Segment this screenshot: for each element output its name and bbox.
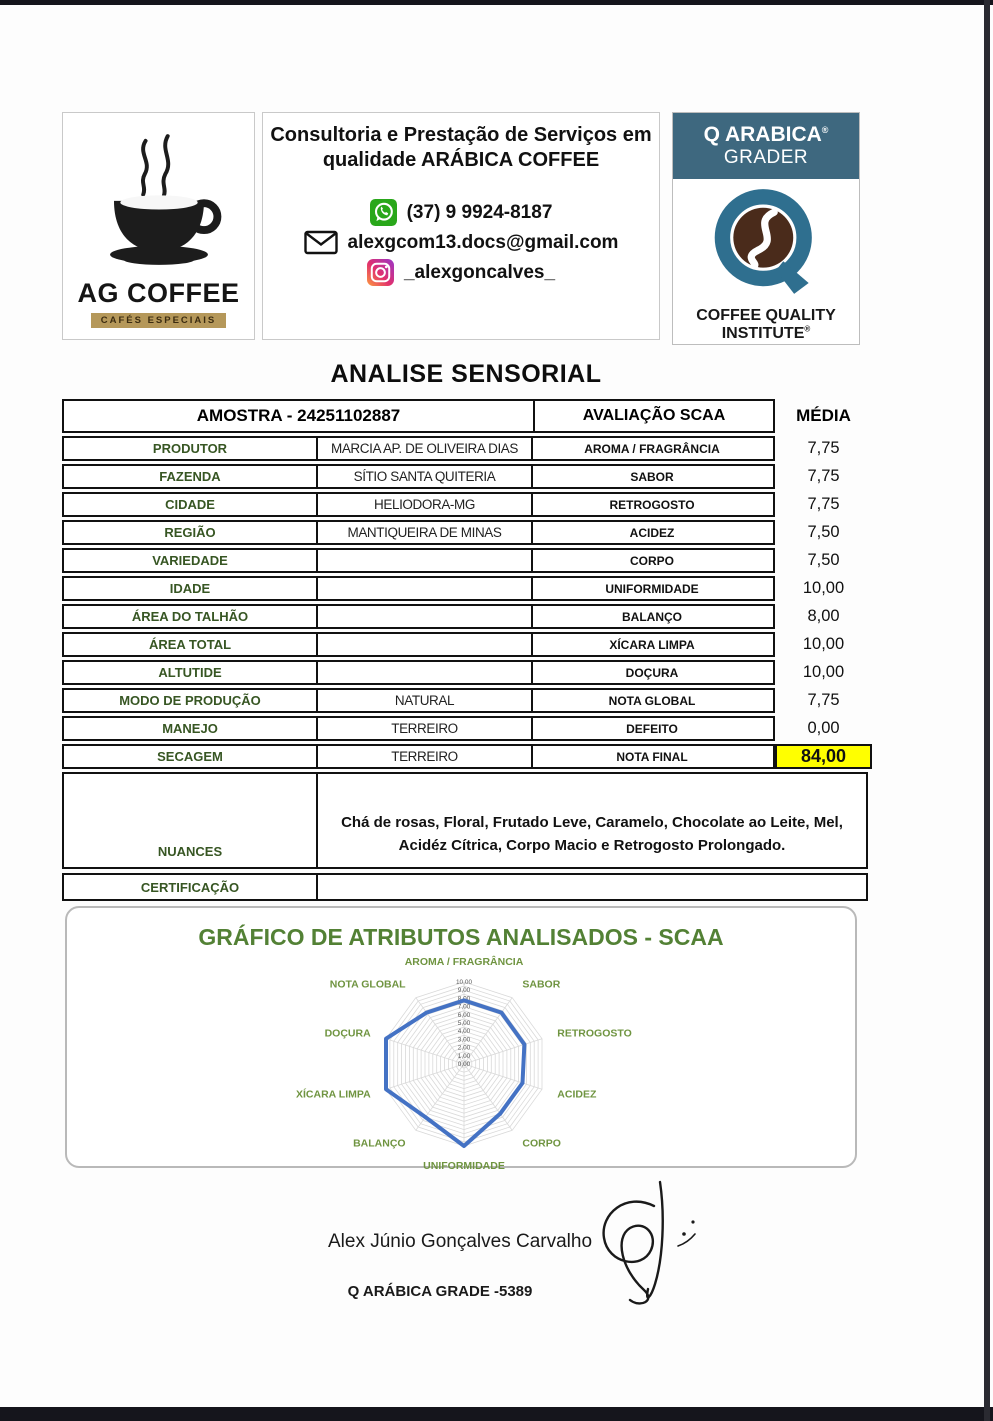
score-value: 0,00: [807, 719, 840, 737]
table-row: [62, 464, 872, 489]
table-row: [62, 548, 872, 573]
attributes-chart-box: [65, 906, 857, 1172]
field-label: ALTUTIDE: [64, 662, 318, 683]
attribute-label: DOÇURA: [625, 665, 679, 680]
field-label: PRODUTOR: [64, 438, 318, 459]
sensory-table: [62, 399, 872, 905]
table-row-box: [62, 688, 775, 713]
phone-line: [370, 199, 553, 226]
field-label: MANEJO: [64, 718, 318, 739]
radar-tick-label: 10,00: [456, 979, 472, 986]
coffee-cup-logo-icon: [84, 121, 234, 276]
table-row-box: [62, 576, 775, 601]
field-value: [318, 606, 533, 627]
table-row-box: [62, 520, 775, 545]
nuances-label: NUANCES: [62, 772, 318, 869]
score-value: 7,75: [807, 495, 840, 513]
attribute-label: NOTA GLOBAL: [608, 693, 696, 708]
radar-axis-label: NOTA GLOBAL: [329, 978, 406, 991]
certification-value: [316, 873, 868, 901]
radar-tick-label: 6,00: [457, 1011, 471, 1019]
score-value: 7,50: [807, 523, 840, 541]
radar-axis-label: SABOR: [522, 978, 561, 991]
table-row-box: [62, 464, 775, 489]
attribute-label: ACIDEZ: [629, 525, 675, 540]
table-row: [62, 744, 872, 769]
radar-tick-label: 7,00: [457, 1003, 471, 1011]
badge-header-band: [673, 113, 859, 179]
institute-registered-mark: ®: [804, 324, 811, 334]
radar-tick-label: 2,00: [457, 1044, 471, 1052]
radar-tick-label: 3,00: [457, 1036, 471, 1044]
radar-axis-label: DOÇURA: [324, 1027, 371, 1040]
nuances-row: [62, 772, 872, 869]
field-value: TERREIRO: [318, 746, 533, 767]
nuances-text: Chá de rosas, Floral, Frutado Leve, Caramelo, Chocolate ao Leite, Mel, Acidéz Cítrica, Corpo Macio e Retrogosto Prolongado.: [316, 772, 868, 869]
radar-tick-label: 5,00: [457, 1020, 471, 1027]
score-value: 10,00: [802, 663, 845, 681]
field-value: HELIODORA-MG: [318, 494, 533, 515]
table-row-box: [62, 632, 775, 657]
field-label: ÁREA TOTAL: [64, 634, 318, 655]
table-row-box: [62, 548, 775, 573]
radar-tick-label: 9,00: [457, 987, 471, 995]
table-header-box: [62, 399, 775, 433]
signature-scribble: [592, 1178, 702, 1308]
field-value: [318, 578, 533, 599]
q-grader-badge: [672, 112, 860, 345]
consultancy-info-box: [262, 112, 660, 340]
field-label: IDADE: [64, 578, 318, 599]
field-label: CIDADE: [64, 494, 318, 515]
field-label: FAZENDA: [64, 466, 318, 487]
field-value: [318, 662, 533, 683]
field-value: [318, 634, 533, 655]
radar-chart-svg: [289, 952, 639, 1182]
table-row: [62, 492, 872, 517]
grader-name: Alex Júnio Gonçalves Carvalho: [327, 1231, 593, 1252]
table-row: [62, 520, 872, 545]
whatsapp-icon: [370, 199, 397, 226]
badge-title: Q ARABICA: [703, 123, 822, 146]
table-row: [62, 716, 872, 741]
company-logo-box: [62, 112, 255, 340]
instagram-icon: [367, 259, 394, 286]
media-column-header: MÉDIA: [796, 406, 851, 425]
table-row-box: [62, 604, 775, 629]
brand-name: AG COFFEE: [77, 278, 240, 308]
attribute-label: SABOR: [630, 469, 674, 484]
table-row: [62, 436, 872, 461]
attribute-label: XÍCARA LIMPA: [609, 637, 695, 652]
page-title: ANALISE SENSORIAL: [330, 360, 602, 388]
attribute-label: AROMA / FRAGRÂNCIA: [584, 441, 720, 456]
score-value: 84,00: [775, 744, 872, 769]
radar-axis-label: RETROGOSTO: [557, 1027, 632, 1040]
consultancy-title: Consultoria e Prestação de Serviços em qualidade ARÁBICA COFFEE: [270, 124, 652, 171]
table-row: [62, 604, 872, 629]
score-value: 7,75: [807, 439, 840, 457]
scan-edge-top: [0, 0, 993, 5]
table-row-box: [62, 492, 775, 517]
instagram-line: [367, 259, 555, 286]
table-rows: [62, 436, 872, 769]
radar-data-series: [386, 1000, 524, 1146]
table-row-box: [62, 660, 775, 685]
email-address: alexgcom13.docs@gmail.com: [347, 231, 619, 253]
institute-name: [696, 307, 836, 342]
attribute-label: CORPO: [629, 553, 674, 568]
brand-tagline: CAFÉS ESPECIAIS: [91, 313, 227, 328]
badge-subtitle: GRADER: [723, 147, 809, 169]
institute-line1: COFFEE QUALITY: [696, 307, 836, 324]
radar-tick-label: 4,00: [457, 1028, 471, 1036]
field-value: MARCIA AP. DE OLIVEIRA DIAS: [318, 438, 533, 459]
scan-edge-right: [984, 0, 990, 1421]
score-value: 10,00: [802, 635, 845, 653]
radar-tick-label: 8,00: [457, 995, 471, 1003]
attribute-label: BALANÇO: [622, 609, 682, 624]
score-value: 10,00: [802, 579, 845, 597]
scaa-evaluation-header: AVALIAÇÃO SCAA: [582, 407, 726, 424]
radar-axis-label: XÍCARA LIMPA: [296, 1088, 371, 1101]
attribute-label: DEFEITO: [626, 721, 678, 736]
radar-tick-label: 0,00: [457, 1061, 471, 1068]
radar-axis-label: AROMA / FRAGRÂNCIA: [404, 956, 524, 968]
field-label: VARIEDADE: [64, 550, 318, 571]
field-value: MANTIQUEIRA DE MINAS: [318, 522, 533, 543]
envelope-icon: [304, 230, 338, 255]
sample-id-header: AMOSTRA - 24251102887: [64, 401, 535, 431]
table-row: [62, 688, 872, 713]
field-label: MODO DE PRODUÇÃO: [64, 690, 318, 711]
field-label: SECAGEM: [64, 746, 318, 767]
radar-chart: [289, 952, 639, 1182]
field-value: TERREIRO: [318, 718, 533, 739]
radar-axis-label: UNIFORMIDADE: [423, 1160, 505, 1172]
radar-axis-label: CORPO: [522, 1137, 561, 1150]
table-row-box: [62, 436, 775, 461]
grader-credential: Q ARÁBICA GRADE -5389: [347, 1283, 533, 1300]
score-value: 7,50: [807, 551, 840, 569]
phone-number: (37) 9 9924-8187: [406, 201, 553, 223]
badge-registered-mark: ®: [821, 125, 829, 135]
radar-axis-label: ACIDEZ: [557, 1088, 597, 1101]
attribute-label: UNIFORMIDADE: [605, 581, 699, 596]
score-value: 8,00: [807, 607, 840, 625]
instagram-handle: _alexgoncalves_: [403, 261, 556, 283]
institute-line2: INSTITUTE: [721, 324, 805, 342]
field-label: REGIÃO: [64, 522, 318, 543]
radar-tick-label: 1,00: [457, 1052, 471, 1060]
field-value: [318, 550, 533, 571]
email-line: [304, 230, 619, 255]
contact-list: [269, 199, 653, 286]
score-value: 7,75: [807, 691, 840, 709]
table-row-box: [62, 716, 775, 741]
table-row-box: [62, 744, 775, 769]
certification-row: [62, 873, 872, 901]
table-header-row: [62, 399, 872, 433]
attribute-label: NOTA FINAL: [616, 749, 688, 764]
chart-title: GRÁFICO DE ATRIBUTOS ANALISADOS - SCAA: [198, 924, 724, 950]
certification-label: CERTIFICAÇÃO: [62, 873, 318, 901]
table-row: [62, 576, 872, 601]
scan-edge-bottom: [0, 1407, 993, 1421]
table-row: [62, 632, 872, 657]
radar-axis-label: BALANÇO: [353, 1137, 406, 1150]
field-value: SÍTIO SANTA QUITERIA: [318, 466, 533, 487]
field-value: NATURAL: [318, 690, 533, 711]
attribute-label: RETROGOSTO: [609, 497, 695, 512]
coffee-quality-institute-q-logo: [707, 183, 825, 305]
score-value: 7,75: [807, 467, 840, 485]
table-row: [62, 660, 872, 685]
field-label: ÁREA DO TALHÃO: [64, 606, 318, 627]
